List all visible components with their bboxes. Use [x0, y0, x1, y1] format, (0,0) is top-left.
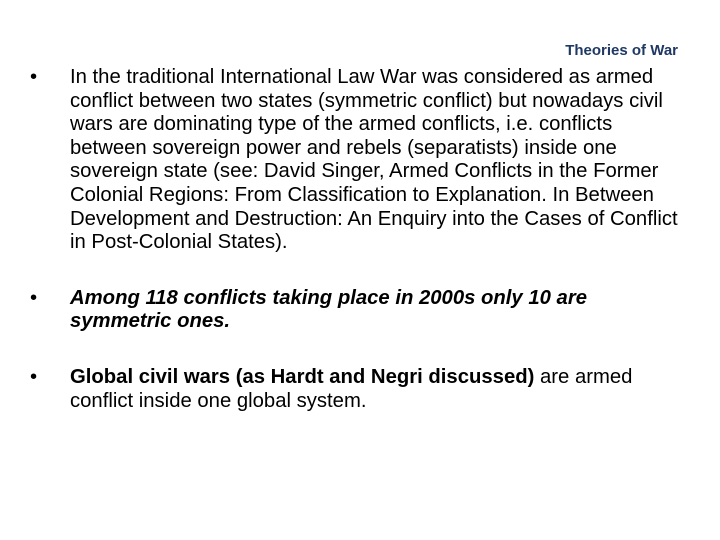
bullet-text: In the traditional International Law War was considered as armed conflict between two states (symmetric conflict) but nowadays civil wars are dominating type of the armed conflicts, i.e. conflicts between sovereign power and rebels (separatists) inside one sovereign state (see: David Singer, Armed Conflicts in the Former Colonial Regions: From Classification to Explanation. In Between Development and Destruction: An Enquiry into the Cases of Conflict in Post-Colonial States). — [70, 66, 678, 254]
bullet-list — [30, 66, 690, 413]
bullet-bold-text: Global civil wars (as Hardt and Negri discussed) — [70, 365, 535, 388]
bullet-item-symmetric-conflicts — [30, 287, 690, 334]
bullet-marker: • — [30, 66, 38, 88]
bullet-marker: • — [30, 286, 38, 309]
bullet-item-traditional-law — [30, 66, 690, 255]
bullet-text: Among 118 conflicts taking place in 2000s only 10 are symmetric ones. — [70, 286, 587, 333]
slide-title: Theories of War — [565, 42, 678, 59]
bullet-item-global-civil-wars — [30, 366, 690, 413]
bullet-text: are armed conflict inside one global system. — [70, 365, 633, 412]
bullet-marker: • — [30, 365, 38, 388]
